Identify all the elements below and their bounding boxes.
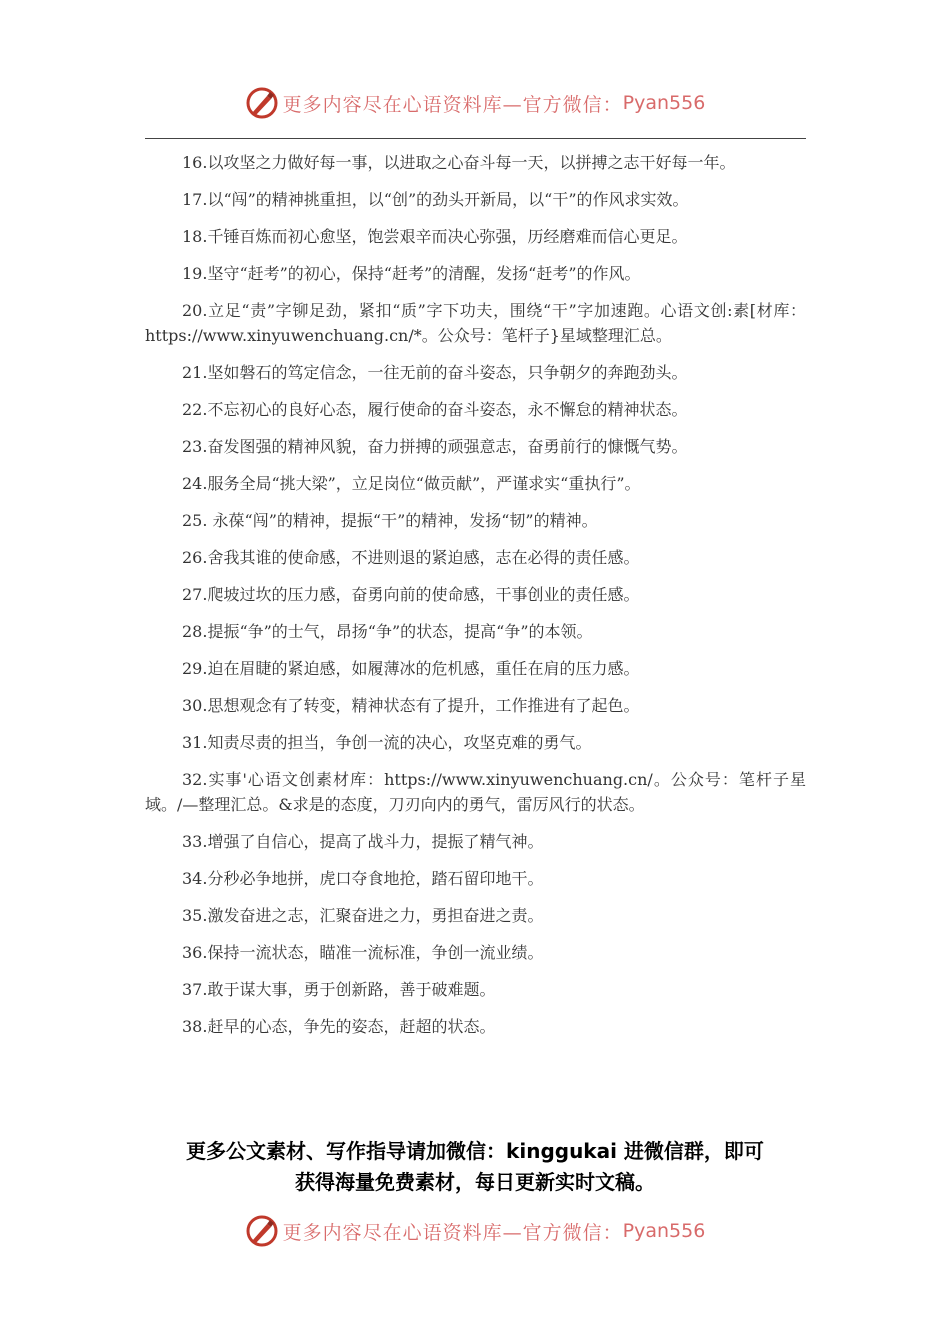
footer-banner: [0, 1206, 950, 1256]
list-item: 31.知责尽责的担当，争创一流的决心，攻坚克难的勇气。: [182, 733, 592, 752]
promo-line-1: 更多公文素材、写作指导请加微信：kinggukai 进微信群，即可: [186, 1139, 764, 1163]
header-banner-wechat: Pyan556: [622, 92, 706, 114]
list-item: 29.迫在眉睫的紧迫感，如履薄冰的危机感，重任在肩的压力感。: [182, 659, 640, 678]
list-item: 20.立足“责”字铆足劲，紧扣“质”字下功夫，围绕“干”字加速跑。心语文创:素[材库：https://www.xinyuwenchuang.cn/*。公众号：笔杆子}星域整理汇总。: [145, 301, 806, 345]
list-item: 19.坚守“赶考”的初心，保持“赶考”的清醒，发扬“赶考”的作风。: [182, 264, 641, 283]
header-banner: [0, 78, 950, 128]
list-item: 18.千锤百炼而初心愈坚，饱尝艰辛而决心弥强，历经磨难而信心更足。: [182, 227, 688, 246]
list-item: 36.保持一流状态，瞄准一流标准，争创一流业绩。: [182, 943, 544, 962]
list-item: 38.赶早的心态，争先的姿态，赶超的状态。: [182, 1017, 496, 1036]
promo-callout: [120, 1136, 830, 1198]
list-item: 23.奋发图强的精神风貌，奋力拼搏的顽强意志，奋勇前行的慷慨气势。: [182, 437, 688, 456]
list-item: 25. 永葆“闯”的精神，提振“干”的精神，发扬“韧”的精神。: [182, 511, 598, 530]
list-item: 17.以“闯”的精神挑重担，以“创”的劲头开新局，以“干”的作风求实效。: [182, 190, 689, 209]
footer-banner-text: 更多内容尽在心语资料库—官方微信：: [282, 1221, 623, 1244]
pen-logo-icon: [245, 1214, 279, 1248]
list-item: 27.爬坡过坎的压力感，奋勇向前的使命感，干事创业的责任感。: [182, 585, 640, 604]
list-item: 33.增强了自信心，提高了战斗力，提振了精气神。: [182, 832, 544, 851]
list-item: 32.实事'心语文创素材库：https://www.xinyuwenchuang.cn/。公众号：笔杆子星域。/—整理汇总。&求是的态度，刀刃向内的勇气，雷厉风行的状态。: [145, 770, 806, 814]
header-banner-text: 更多内容尽在心语资料库—官方微信：: [282, 93, 623, 116]
list-item: 22.不忘初心的良好心态，履行使命的奋斗姿态，永不懈怠的精神状态。: [182, 400, 688, 419]
list-item: 37.敢于谋大事，勇于创新路，善于破难题。: [182, 980, 496, 999]
list-item: 28.提振“争”的士气，昂扬“争”的状态，提高“争”的本领。: [182, 622, 593, 641]
footer-banner-wechat: Pyan556: [622, 1220, 706, 1242]
list-item: 24.服务全局“挑大梁”，立足岗位“做贡献”，严谨求实“重执行”。: [182, 474, 641, 493]
list-item: 35.激发奋进之志，汇聚奋进之力，勇担奋进之责。: [182, 906, 544, 925]
list-item: 34.分秒必争地拼，虎口夺食地抢，踏石留印地干。: [182, 869, 544, 888]
promo-line-2: 获得海量免费素材，每日更新实时文稿。: [295, 1170, 655, 1194]
pen-logo-icon: [245, 86, 279, 120]
list-item: 21.坚如磐石的笃定信念，一往无前的奋斗姿态，只争朝夕的奔跑劲头。: [182, 363, 688, 382]
list-item: 26.舍我其谁的使命感，不进则退的紧迫感，志在必得的责任感。: [182, 548, 640, 567]
document-body: [145, 150, 806, 1051]
list-item: 16.以攻坚之力做好每一事，以进取之心奋斗每一天，以拼搏之志干好每一年。: [182, 153, 736, 172]
list-item: 30.思想观念有了转变，精神状态有了提升，工作推进有了起色。: [182, 696, 640, 715]
header-divider: [145, 138, 806, 139]
